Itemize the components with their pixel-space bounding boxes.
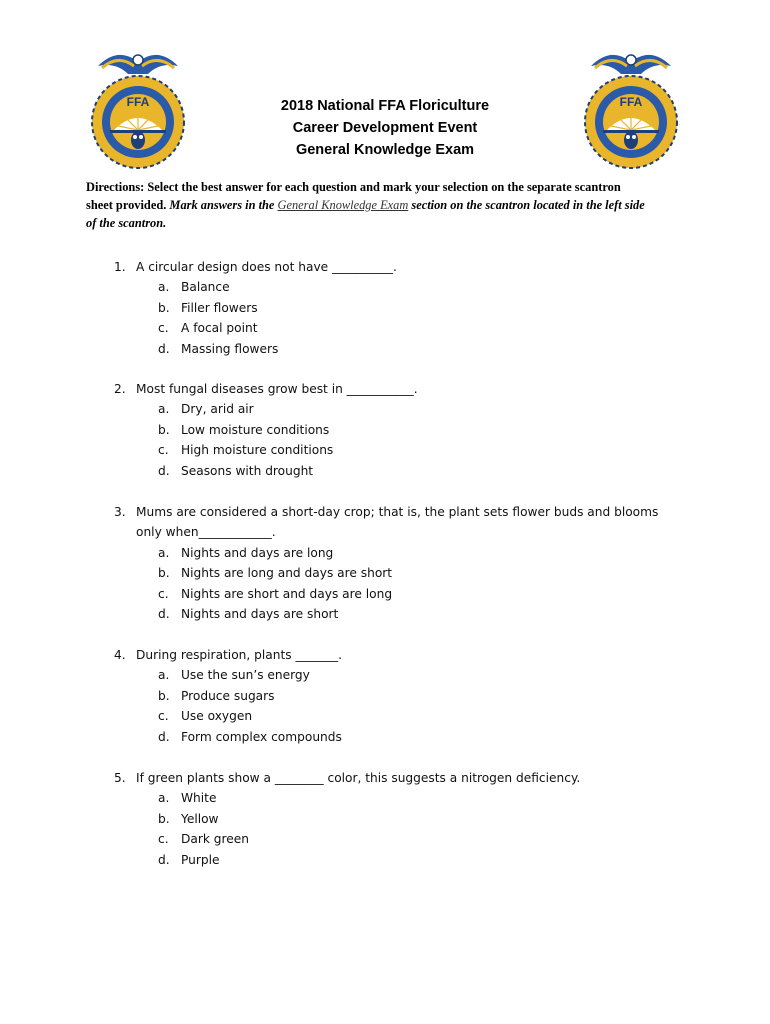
option-list (114, 277, 674, 359)
option-text: Purple (181, 852, 220, 867)
option-text: Dark green (181, 832, 249, 847)
question-number: 5. (114, 771, 126, 785)
question-text: Most fungal diseases grow best in ___________. (136, 382, 418, 396)
option-text: Produce sugars (181, 688, 275, 703)
question-text: A circular design does not have __________. (136, 260, 397, 274)
option-text: Filler flowers (181, 300, 258, 315)
question-text: During respiration, plants _______. (136, 648, 342, 662)
question-stem (114, 768, 674, 788)
title-line-1: 2018 National FFA Floriculture (280, 98, 490, 114)
option-list (114, 665, 674, 747)
option-letter: d. (158, 463, 170, 478)
question-3 (114, 502, 674, 624)
option-letter: b. (158, 566, 170, 581)
title-line-2: Career Development Event (292, 120, 478, 136)
option-text: White (181, 791, 217, 806)
question-stem (114, 645, 674, 665)
emblem-center-text: FFA (619, 95, 643, 109)
title-line-3: General Knowledge Exam (295, 142, 475, 158)
question-2 (114, 379, 674, 481)
question-stem (114, 257, 674, 277)
general-knowledge-exam-link[interactable]: General Knowledge Exam (277, 198, 409, 212)
option-letter: c. (158, 321, 169, 336)
option-letter: b. (158, 422, 170, 437)
option-b (114, 298, 674, 318)
option-text: Low moisture conditions (181, 422, 330, 437)
option-a (114, 543, 674, 563)
option-c (114, 318, 674, 338)
exam-title (185, 95, 585, 161)
option-text: Nights are short and days are long (181, 586, 393, 601)
option-text: Yellow (181, 811, 219, 826)
option-letter: a. (158, 668, 170, 683)
option-d (114, 850, 674, 870)
option-letter: a. (158, 791, 170, 806)
directions-text: Directions: Select the best answer for each question and mark your selection on the separate scantron sheet provided. (86, 180, 621, 212)
question-stem (114, 379, 674, 399)
option-text: Use oxygen (181, 709, 253, 724)
option-letter: d. (158, 852, 170, 867)
option-a (114, 399, 674, 419)
question-text: Mums are considered a short-day crop; that is, the plant sets flower buds and blooms only when____________. (136, 505, 659, 540)
option-list (114, 543, 674, 625)
ffa-emblem-left-icon (88, 44, 188, 174)
option-text: Form complex compounds (181, 729, 342, 744)
option-text: Nights are long and days are short (181, 566, 393, 581)
option-a (114, 788, 674, 808)
option-letter: c. (158, 586, 169, 601)
option-letter: c. (158, 443, 169, 458)
ffa-emblem-right-icon (581, 44, 681, 174)
option-d (114, 727, 674, 747)
option-letter: b. (158, 688, 170, 703)
option-letter: d. (158, 607, 170, 622)
option-d (114, 339, 674, 359)
option-letter: a. (158, 402, 170, 417)
question-4 (114, 645, 674, 747)
option-d (114, 604, 674, 624)
option-c (114, 706, 674, 726)
option-letter: d. (158, 729, 170, 744)
option-a (114, 665, 674, 685)
option-b (114, 809, 674, 829)
question-number: 3. (114, 505, 126, 519)
option-text: Nights and days are short (181, 607, 339, 622)
question-number: 2. (114, 382, 126, 396)
option-letter: c. (158, 709, 169, 724)
question-1 (114, 257, 674, 359)
option-text: Massing flowers (181, 341, 279, 356)
option-c (114, 829, 674, 849)
option-letter: d. (158, 341, 170, 356)
directions-paragraph (86, 178, 646, 232)
option-d (114, 461, 674, 481)
option-text: High moisture conditions (181, 443, 334, 458)
option-c (114, 584, 674, 604)
question-number: 4. (114, 648, 126, 662)
emblem-center-text: FFA (126, 95, 150, 109)
option-b (114, 563, 674, 583)
question-5 (114, 768, 674, 870)
option-b (114, 686, 674, 706)
option-a (114, 277, 674, 297)
directions-emphasis-end: section on the scantron located in the left side of the scantron. (86, 198, 645, 230)
option-text: Dry, arid air (181, 402, 254, 417)
directions-emphasis: Mark answers in the (169, 198, 278, 212)
option-list (114, 788, 674, 870)
option-text: Use the sun’s energy (181, 668, 310, 683)
option-text: Nights and days are long (181, 545, 334, 560)
option-text: Seasons with drought (181, 463, 314, 478)
question-text: If green plants show a ________ color, this suggests a nitrogen deficiency. (136, 771, 581, 785)
option-text: Balance (181, 280, 230, 295)
question-number: 1. (114, 260, 126, 274)
option-letter: a. (158, 280, 170, 295)
option-letter: b. (158, 300, 170, 315)
option-letter: a. (158, 545, 170, 560)
option-text: A focal point (181, 321, 258, 336)
option-b (114, 420, 674, 440)
question-stem (114, 502, 674, 543)
option-letter: c. (158, 832, 169, 847)
option-list (114, 399, 674, 481)
option-letter: b. (158, 811, 170, 826)
option-c (114, 440, 674, 460)
